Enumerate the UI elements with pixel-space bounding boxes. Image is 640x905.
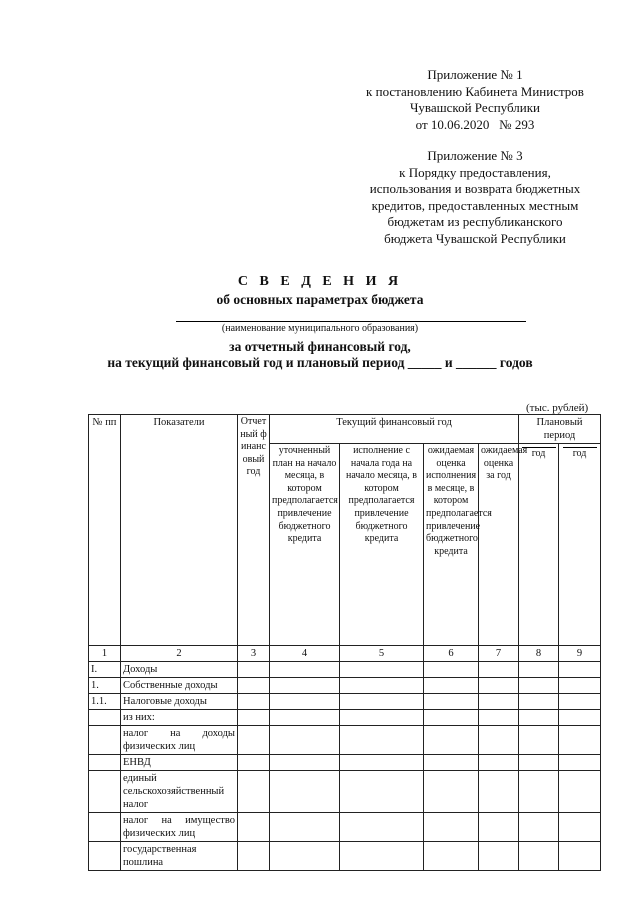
cell — [270, 771, 340, 813]
cell — [340, 678, 424, 694]
row-num — [89, 726, 121, 755]
cell — [424, 694, 479, 710]
cell — [238, 842, 270, 871]
cell — [424, 710, 479, 726]
cell — [270, 842, 340, 871]
header-col-8 — [519, 444, 559, 646]
appendix-1-block — [330, 67, 620, 133]
header-col-5: исполнение с начала года на начало месяца, в котором предполагается привлечение бюджетного кредита — [340, 444, 424, 646]
cell — [424, 755, 479, 771]
cell — [424, 662, 479, 678]
cell — [519, 813, 559, 842]
cell — [519, 726, 559, 755]
row-label: Налоговые доходы — [121, 694, 238, 710]
cell — [559, 726, 601, 755]
cell — [479, 662, 519, 678]
cell — [519, 755, 559, 771]
cell — [479, 755, 519, 771]
cell — [559, 710, 601, 726]
period-line-1: за отчетный финансовый год, — [229, 339, 411, 354]
header-indicators: Показатели — [121, 415, 238, 646]
cell — [479, 842, 519, 871]
table-row — [89, 842, 601, 871]
row-num — [89, 842, 121, 871]
row-num: I. — [89, 662, 121, 678]
row-label: из них: — [121, 710, 238, 726]
row-label: налог на имущество физических лиц — [121, 813, 238, 842]
appendix-3-line: к Порядку предоставления, — [399, 164, 551, 180]
row-num — [89, 813, 121, 842]
row-label: Собственные доходы — [121, 678, 238, 694]
table-row — [89, 771, 601, 813]
document-subtitle: об основных параметрах бюджета — [216, 292, 424, 307]
cell — [238, 726, 270, 755]
municipality-name-line — [176, 321, 526, 322]
table-row — [89, 710, 601, 726]
col-number: 8 — [519, 646, 559, 662]
cell — [238, 694, 270, 710]
appendix-3-line: использования и возврата бюджетных — [369, 181, 581, 196]
row-label: единый сельскохозяйственный налог — [121, 771, 238, 813]
cell — [519, 842, 559, 871]
table-row — [89, 813, 601, 842]
cell — [340, 694, 424, 710]
cell — [479, 813, 519, 842]
period-line-2: на текущий финансовый год и плановый период _____ и ______ годов — [107, 355, 533, 370]
cell — [519, 694, 559, 710]
cell — [340, 662, 424, 678]
cell — [559, 694, 601, 710]
cell — [340, 755, 424, 771]
col-number: 2 — [121, 646, 238, 662]
appendix-3-line: кредитов, предоставленных местным — [371, 197, 579, 213]
table-row — [89, 678, 601, 694]
row-num — [89, 710, 121, 726]
cell — [519, 678, 559, 694]
cell — [519, 771, 559, 813]
cell — [424, 771, 479, 813]
row-num: 1.1. — [89, 694, 121, 710]
cell — [424, 842, 479, 871]
cell — [559, 662, 601, 678]
cell — [340, 710, 424, 726]
municipality-name-caption: (наименование муниципального образования) — [221, 323, 419, 334]
cell — [479, 710, 519, 726]
cell — [559, 771, 601, 813]
col-number: 7 — [479, 646, 519, 662]
col-number: 1 — [89, 646, 121, 662]
cell — [559, 678, 601, 694]
header-num: № пп — [89, 415, 121, 646]
row-num — [89, 771, 121, 813]
cell — [238, 662, 270, 678]
appendix-1-line: к постановлению Кабинета Министров — [366, 83, 584, 99]
col-number: 3 — [238, 646, 270, 662]
col-number: 9 — [559, 646, 601, 662]
cell — [270, 662, 340, 678]
cell — [238, 813, 270, 842]
cell — [238, 755, 270, 771]
header-col-4: уточненный план на начало месяца, в котором предполагается привлечение бюджетного кредита — [270, 444, 340, 646]
cell — [424, 678, 479, 694]
appendix-1-line: Приложение № 1 — [427, 67, 523, 82]
cell — [479, 678, 519, 694]
cell — [559, 842, 601, 871]
table-row — [89, 726, 601, 755]
appendix-3-block — [330, 148, 620, 247]
cell — [559, 755, 601, 771]
cell — [270, 694, 340, 710]
table-row — [89, 662, 601, 678]
cell — [559, 813, 601, 842]
table-row — [89, 755, 601, 771]
header-col-8-label: год — [531, 448, 546, 459]
col-number: 5 — [340, 646, 424, 662]
row-num: 1. — [89, 678, 121, 694]
cell — [424, 813, 479, 842]
col-number: 4 — [270, 646, 340, 662]
row-label: налог на доходы физических лиц — [121, 726, 238, 755]
units-label: (тыс. рублей) — [526, 402, 589, 414]
header-current-year: Текущий финансовый год — [270, 415, 519, 444]
appendix-3-line: бюджетам из республиканского — [387, 214, 563, 229]
header-col-6: ожидаемая оценка исполнения в месяце, в котором предполагается привлечение бюджетного кредита — [424, 444, 479, 646]
appendix-3-line: бюджета Чувашской Республики — [384, 230, 566, 246]
cell — [479, 726, 519, 755]
col-number: 6 — [424, 646, 479, 662]
cell — [238, 710, 270, 726]
header-col-9-label: год — [572, 448, 587, 459]
cell — [270, 678, 340, 694]
cell — [270, 813, 340, 842]
row-label: Доходы — [121, 662, 238, 678]
document-title: С В Е Д Е Н И Я — [237, 274, 403, 289]
cell — [270, 755, 340, 771]
header-col-9 — [559, 444, 601, 646]
appendix-1-line: от 10.06.2020 № 293 — [415, 116, 535, 132]
cell — [340, 842, 424, 871]
cell — [270, 710, 340, 726]
cell — [340, 813, 424, 842]
row-num — [89, 755, 121, 771]
cell — [519, 710, 559, 726]
table-row — [89, 694, 601, 710]
cell — [424, 726, 479, 755]
cell — [238, 678, 270, 694]
budget-parameters-table — [88, 414, 601, 871]
header-report-year: Отчетный финансовый год — [238, 415, 270, 646]
cell — [238, 771, 270, 813]
appendix-3-line: Приложение № 3 — [427, 148, 523, 163]
cell — [519, 662, 559, 678]
cell — [479, 771, 519, 813]
cell — [270, 726, 340, 755]
cell — [340, 726, 424, 755]
header-col-7: ожидаемая оценка за год — [479, 444, 519, 646]
appendix-1-line: Чувашской Республики — [409, 100, 541, 115]
header-planning-period: Плановый период — [519, 415, 601, 444]
row-label: ЕНВД — [121, 755, 238, 771]
row-label: государственная пошлина — [121, 842, 238, 871]
cell — [479, 694, 519, 710]
cell — [340, 771, 424, 813]
